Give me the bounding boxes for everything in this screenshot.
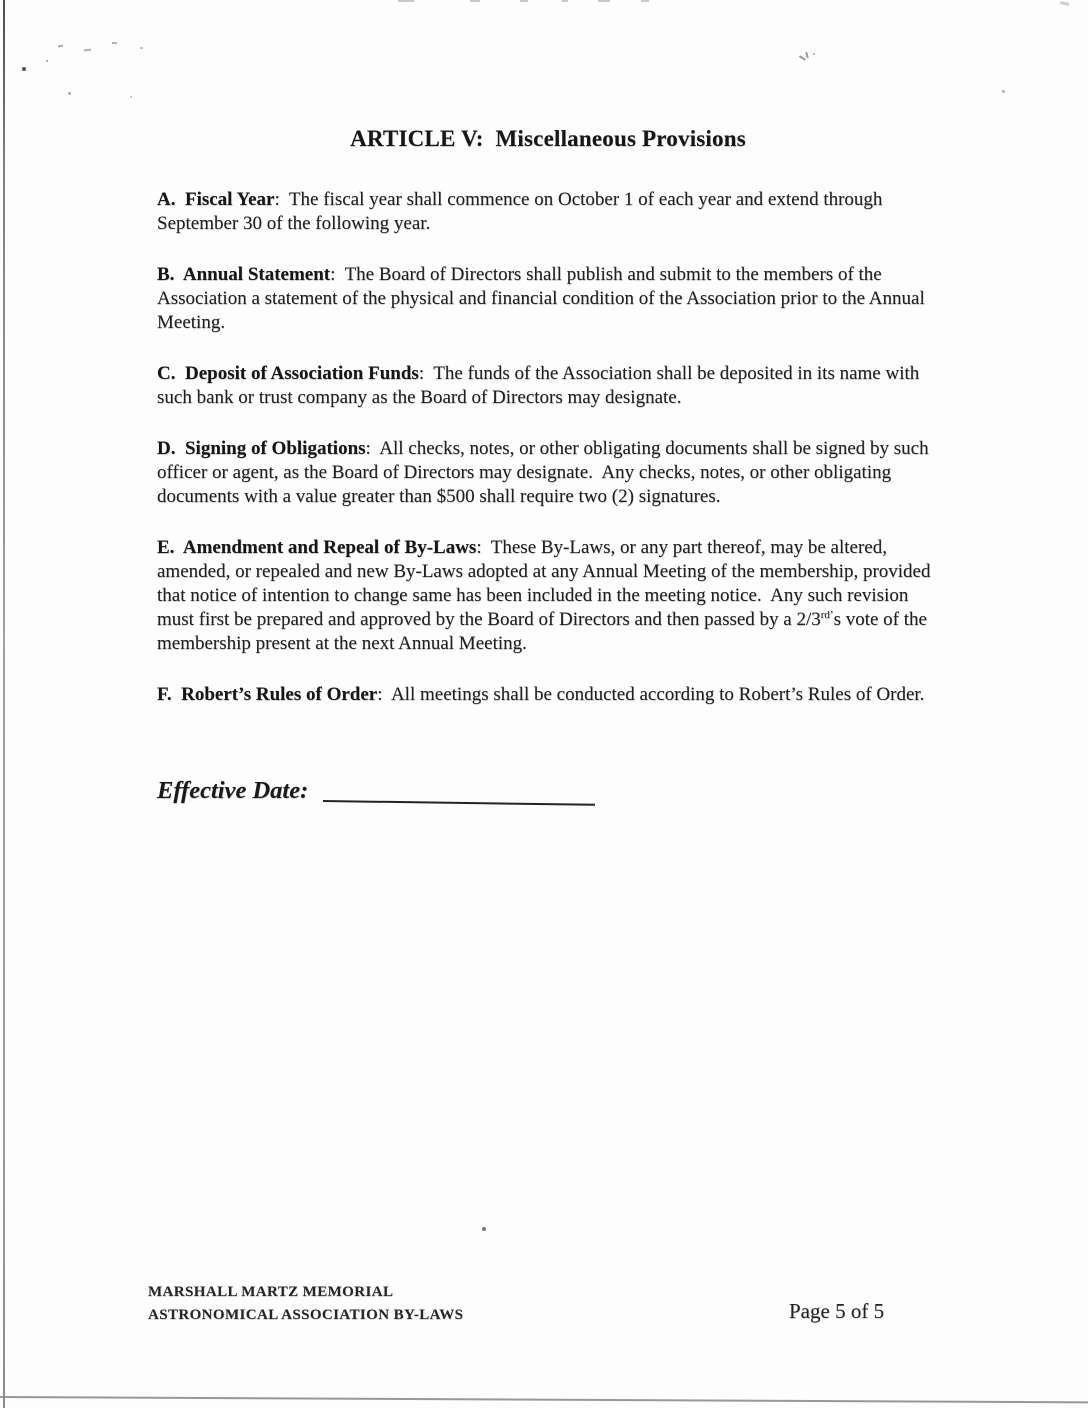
section-heading-b: B. Annual Statement <box>157 264 331 285</box>
scan-speckle <box>140 47 143 49</box>
section-body-a: : The fiscal year shall commence on October 1 of each year and extend through September 30 of the following year. <box>157 189 888 234</box>
section-body-b: : The Board of Directors shall publish and submit to the members of the Association a statement of the physical and financial condition of the Association prior to the Annual Meeting. <box>157 264 930 333</box>
scan-speckle <box>1060 1 1069 6</box>
effective-date-label: Effective Date: <box>157 777 309 804</box>
section-body-d: : All checks, notes, or other obligating documents shall be signed by such officer or agent, as the Board of Directors may designate. Any checks, notes, or other obligating documents with a value greater than $500 shall require two (2) signatures. <box>157 438 934 507</box>
ordinal-superscript: rd’ <box>820 609 834 621</box>
footer-org-line1: MARSHALL MARTZ MEMORIAL <box>148 1284 394 1300</box>
section-heading-c: C. Deposit of Association Funds <box>157 363 419 384</box>
section-body-c: : The funds of the Association shall be deposited in its name with such bank or trust company as the Board of Directors may designate. <box>157 363 925 408</box>
bylaw-section-c <box>157 362 939 410</box>
bylaw-section-f <box>157 683 939 707</box>
scan-speckle <box>112 42 117 44</box>
bylaw-section-a <box>157 188 939 236</box>
section-heading-d: D. Signing of Obligations <box>157 438 366 459</box>
scan-speckle <box>68 92 71 95</box>
scan-edge-bottom <box>0 1396 1088 1403</box>
scan-artifact <box>641 0 649 2</box>
scan-artifact <box>562 0 568 2</box>
section-body-f: : All meetings shall be conducted according to Robert’s Rules of Order. <box>377 684 925 705</box>
bylaw-section-e <box>157 536 939 656</box>
scan-speckle <box>22 67 26 71</box>
scan-speckle <box>482 1227 486 1231</box>
scan-speckle <box>130 96 132 98</box>
effective-date-blank-line <box>323 800 595 806</box>
scan-speckle <box>799 55 806 60</box>
scan-speckle <box>46 60 48 62</box>
scan-artifact <box>598 0 610 2</box>
scan-artifact <box>470 0 480 2</box>
footer-org-name <box>148 1281 463 1327</box>
section-heading-a: A. Fiscal Year <box>157 189 275 210</box>
section-body-e-part1: : These By-Laws, or any part thereof, may be altered, amended, or repealed and new By-Laws adopted at any Annual Meeting of the membership, provided that notice of intention to change same has been included in the meeting notice. Any such revision must first be prepared and approved by the Board of Directors and then passed by a 2/3 <box>157 537 936 630</box>
effective-date-row <box>157 777 939 805</box>
section-body-e-part2: s vote of the membership present at the next Annual Meeting. <box>157 609 932 654</box>
bylaw-section-b <box>157 263 939 335</box>
scan-artifact <box>520 0 528 2</box>
document-body <box>157 126 939 805</box>
scan-speckle <box>805 52 808 58</box>
scan-speckle <box>84 49 91 52</box>
scan-speckle <box>813 53 815 55</box>
section-heading-e: E. Amendment and Repeal of By-Laws <box>157 537 477 558</box>
page-number: Page 5 of 5 <box>789 1299 885 1323</box>
scan-speckle <box>1002 90 1005 93</box>
footer-org-line2: ASTRONOMICAL ASSOCIATION BY-LAWS <box>148 1307 464 1323</box>
bylaw-section-d <box>157 437 939 509</box>
scan-edge-left <box>3 0 5 1408</box>
scan-speckle <box>58 45 63 48</box>
scan-artifact <box>398 0 414 2</box>
page-title: ARTICLE V: Miscellaneous Provisions <box>350 126 746 151</box>
section-heading-f: F. Robert’s Rules of Order <box>157 684 378 705</box>
